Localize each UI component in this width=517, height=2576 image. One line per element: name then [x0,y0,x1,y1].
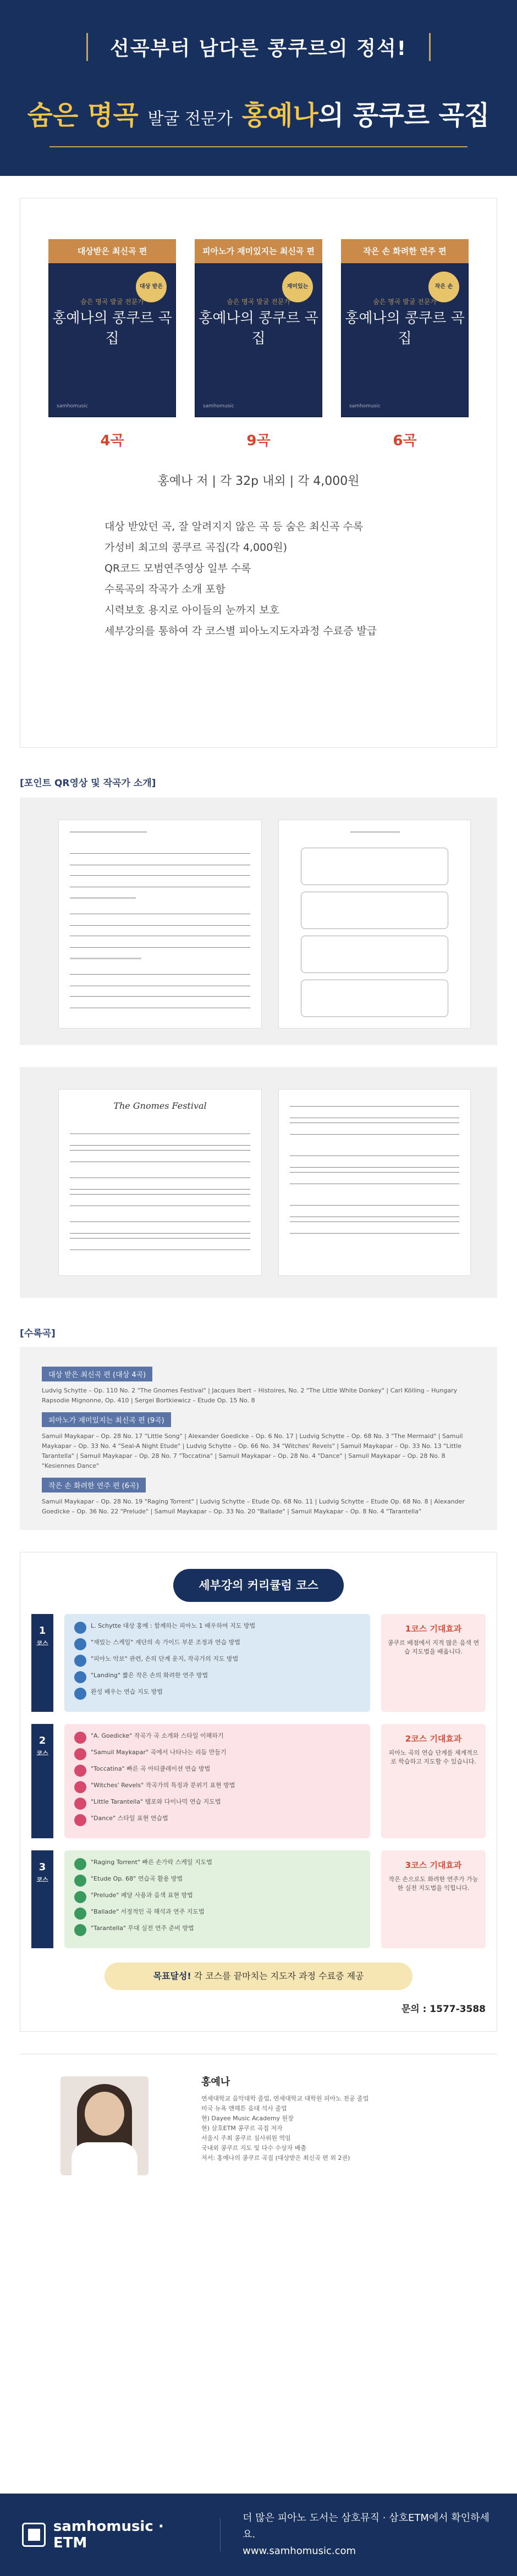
bio-line: 국내외 콩쿠르 지도 및 다수 수상자 배출 [201,2144,306,2152]
step-bullet-icon [74,1622,86,1634]
author-name: 홍예나 [201,2076,230,2088]
feature-item: 수록곡의 작곡가 소개 포함 [105,583,226,595]
tier-step: "재밌는 스케일" 계단의 속 가이드 부분 조정과 연습 방법 [74,1638,360,1650]
tier-step: "Prelude" 페달 사용과 음색 표현 방법 [74,1891,360,1903]
feature-list [105,516,413,642]
feature-item: QR코드 모범연주영상 일부 수록 [105,562,251,574]
tier-number: 1 코스 [31,1614,53,1712]
footer-brand[interactable] [22,2518,198,2551]
tier-step: 완성 배우는 연습 지도 방법 [74,1688,360,1700]
tier-effect-title: 2코스 기대효과 [405,1734,462,1744]
publisher-logo-icon: samhomusic [349,403,381,409]
step-bullet-icon [74,1638,86,1650]
book-cover-title: 홍예나의 콩쿠르 곡집 [52,310,172,347]
title-highlight-1: 숨은 명곡 [27,100,139,131]
toc-group-songs: Samuil Maykapar – Op. 28 No. 19 "Raging Torrent" | Ludvig Schytte – Etude Op. 68 No. 11 | Ludvig Schytte – Etude Op. 68 No. 8 | Alexander Goedicke – Op. 36 No. 22 "Prelude" | Samuil Maykapar – Op. 33 No. 20 "Ballade" | Samuil Maykapar – Op. 8 No. 4 "Tarantella" [42,1498,465,1515]
header-banner [0,0,517,176]
sheet-music-page-right [278,1089,471,1276]
title-text-2: 발굴 전문가 [147,109,233,129]
sheet-music-panel [20,1067,497,1298]
book-label: 피아노가 재미있지는 최신곡 편 [195,239,322,263]
header-tagline: 선곡부터 남다른 콩쿠르의 정석! [86,33,431,61]
step-bullet-icon [74,1765,86,1777]
book-cover-subtitle: 숨은 명곡 발굴 전문가 [80,298,144,306]
toc-group-title: 작은 손 화려한 연주 편 (6곡) [42,1478,146,1492]
tier-effect [381,1724,486,1838]
step-bullet-icon [74,1655,86,1667]
step-bullet-icon [74,1891,86,1903]
book-song-count: 6곡 [393,433,417,449]
feature-item: 가성비 최고의 콩쿠르 곡집(각 4,000원) [105,541,287,554]
title-highlight-3: 홍예나 [241,100,318,131]
bio-line: 미국 뉴욕 맨해튼 음대 석사 졸업 [201,2105,287,2112]
tier-step: "Tarantella" 무대 실전 연주 준비 방법 [74,1924,360,1936]
book-card[interactable] [48,239,176,450]
footer [0,2494,517,2576]
book-cover [48,263,176,417]
tier-step: "A. Goedicke" 작곡가 곡 소개와 스타일 이해하기 [74,1732,360,1744]
bio-line: 현) Dayee Music Academy 원장 [201,2115,294,2122]
book-seal-icon: 작은 손 [428,272,459,302]
step-bullet-icon [74,1798,86,1810]
title-text-4: 의 콩쿠르 곡집 [318,100,490,131]
header-divider [50,146,468,147]
sheet-music-page-left [58,1089,262,1276]
step-bullet-icon [74,1671,86,1683]
course-tier-3 [31,1850,486,1948]
tier-effect [381,1614,486,1712]
goal-prefix: 목표달성! [153,1971,191,1981]
tier-step: L. Schytte 대상 홍예 : 함께하는 피아노 1 배우하여 지도 방법 [74,1622,360,1634]
brand-name: samhomusic · ETM [53,2518,164,2551]
tier-step: "Landing" 짧은 작은 손의 화려한 연주 방법 [74,1671,360,1683]
tier-step: "Toccatina" 빠른 곡 아티큘레이션 연습 방법 [74,1765,360,1777]
tier-step: "Etude Op. 68" 연습곡 활용 방법 [74,1875,360,1887]
author-profile [20,2054,497,2186]
toc-group-songs: Ludvig Schytte – Op. 110 No. 2 "The Gnomes Festival" | Jacques Ibert – Histoires, No. 2 "The Little White Donkey" | Carl Kölling – Hungary Rapsodie Mignonne, Op. 410 | Sergei Bortkiewicz – Etude Op. 15 No. 8 [42,1387,458,1404]
bio-line: 현) 삼호ETM 콩쿠르 곡집 저자 [201,2125,283,2132]
book-seal-icon: 재미있는 [282,272,313,302]
step-bullet-icon [74,1875,86,1887]
step-bullet-icon [74,1908,86,1920]
tier-steps [64,1850,370,1948]
avatar [61,2076,148,2175]
tier-effect-title: 1코스 기대효과 [405,1624,462,1634]
book-cover [195,263,322,417]
step-bullet-icon [74,1781,86,1793]
feature-item: 세부강의를 통하여 각 코스별 피아노지도자과정 수료증 발급 [105,625,377,637]
tier-step: "Witches' Revels" 작곡가의 특징과 분위기 표현 방법 [74,1781,360,1793]
footer-message: 더 많은 피아노 도서는 삼호뮤직 · 삼호ETM에서 확인하세요. [243,2512,490,2540]
step-bullet-icon [74,1688,86,1700]
book-song-count: 4곡 [100,433,124,449]
footer-info [243,2510,495,2560]
book-song-count: 9곡 [246,433,271,449]
course-tier-1 [31,1614,486,1712]
tier-steps [64,1614,370,1712]
books-section [20,198,497,748]
tier-step: "Little Tarantella" 템포와 다이나믹 연습 지도법 [74,1798,360,1810]
course-tier-2 [31,1724,486,1838]
toc-group-songs: Samuil Maykapar – Op. 28 No. 17 "Little Song" | Alexander Goedicke – Op. 6 No. 17 | Ludvig Schytte – Op. 68 No. 3 "The Mermaid" | Samuil Maykapar – Op. 33 No. 4 "Seal-A Night Etude" | Ludvig Schytte – Op. 66 No. 34 "Witches' Revels" | Samuil Maykapar – Op. 33 No. 13 "Little Tarantella" | Samuil Maykapar – Op. 28 No. 7 "Toccatina" | Samuil Maykapar – Op. 28 No. 4 "Dance" | Samuil Maykapar – Op. 28 No. 8 "Kesiennes Dance" [42,1433,463,1469]
composer-intro-page [278,820,471,1029]
toc-group-title: 피아노가 재미있지는 최신곡 편 (9곡) [42,1412,171,1427]
qr-section-heading: [포인트 QR영상 및 작곡가 소개] [20,778,156,789]
tier-effect-desc: 콩쿠르 배점에서 지적 많은 음색 연습 지도법을 배웁니다. [387,1639,480,1655]
book-seal-icon: 대상 받은 [136,272,167,302]
book-cover-subtitle: 숨은 명곡 발굴 전문가 [227,298,290,306]
author-bio [201,2094,487,2163]
brand-logo-icon [22,2523,46,2547]
tier-effect-desc: 작은 손으로도 화려한 연주가 가능한 실전 지도법을 익힙니다. [388,1876,479,1892]
tier-step: "Ballade" 서정적인 곡 해석과 연주 지도법 [74,1908,360,1920]
course-title: 세부강의 커리큘럼 코스 [173,1569,344,1602]
book-cover-title: 홍예나의 콩쿠르 곡집 [345,310,465,347]
tier-steps [64,1724,370,1838]
book-card[interactable] [341,239,469,450]
bio-line: 저서: 홍예나의 콩쿠르 곡집 (대상받은 최신곡 편 외 2권) [201,2154,350,2162]
course-section [20,1552,497,2032]
tier-effect-desc: 피아노 곡의 연습 단계를 체계적으로 학습하고 지도할 수 있습니다. [388,1749,479,1765]
tier-step: "Dance" 스타일 표현 연습법 [74,1814,360,1826]
tier-number: 2 코스 [31,1724,53,1838]
step-bullet-icon [74,1748,86,1760]
step-bullet-icon [74,1858,86,1870]
bio-line: 서울시 주최 콩쿠르 심사위원 역임 [201,2135,291,2142]
book-cover [341,263,469,417]
feature-item: 시력보호 용지로 아이들의 눈까지 보호 [105,604,279,616]
bio-line: 연세대학교 음악대학 졸업, 연세대학교 대학원 피아노 전공 졸업 [201,2095,369,2102]
qr-preview-panel [20,798,497,1045]
tier-step: "피아노 악보" 관련, 손의 단계 운지, 작곡가의 지도 방법 [74,1655,360,1667]
goal-text: 각 코스를 끝마치는 지도자 과정 수료증 제공 [194,1971,364,1981]
tier-step: "Samuil Maykapar" 곡에서 나타나는 리듬 만들기 [74,1748,360,1760]
publisher-logo-icon: samhomusic [57,403,88,409]
toc-section-heading: [수록곡] [20,1328,56,1339]
contact-phone[interactable]: 문의 : 1577-3588 [401,2004,486,2015]
book-meta: 홍예나 저 | 각 32p 내외 | 각 4,000원 [157,474,360,488]
tier-effect-title: 3코스 기대효과 [405,1860,462,1870]
feature-item: 대상 받았던 곡, 잘 알려지지 않은 곡 등 숨은 최신곡 수록 [105,521,364,533]
publisher-logo-icon: samhomusic [203,403,234,409]
goal-banner [105,1963,413,1990]
footer-url-link[interactable]: www.samhomusic.com [243,2545,356,2557]
header-title [0,94,517,132]
book-cover-title: 홍예나의 콩쿠르 곡집 [199,310,318,347]
footer-divider [220,2518,221,2551]
sheet-preview-page [58,820,262,1029]
tier-step: "Raging Torrent" 빠른 손가락 스케일 지도법 [74,1858,360,1870]
tier-effect [381,1850,486,1948]
toc-panel [20,1347,497,1530]
step-bullet-icon [74,1924,86,1936]
book-list [20,198,497,450]
book-label: 작은 손 화려한 연주 편 [341,239,469,263]
toc-group-title: 대상 받은 최신곡 편 (대상 4곡) [42,1367,152,1381]
step-bullet-icon [74,1814,86,1826]
tier-number: 3 코스 [31,1850,53,1948]
book-cover-subtitle: 숨은 명곡 발굴 전문가 [373,298,437,306]
sheet-title: The Gnomes Festival [113,1101,207,1111]
book-card[interactable] [195,239,322,450]
book-label: 대상받은 최신곡 편 [48,239,176,263]
step-bullet-icon [74,1732,86,1744]
